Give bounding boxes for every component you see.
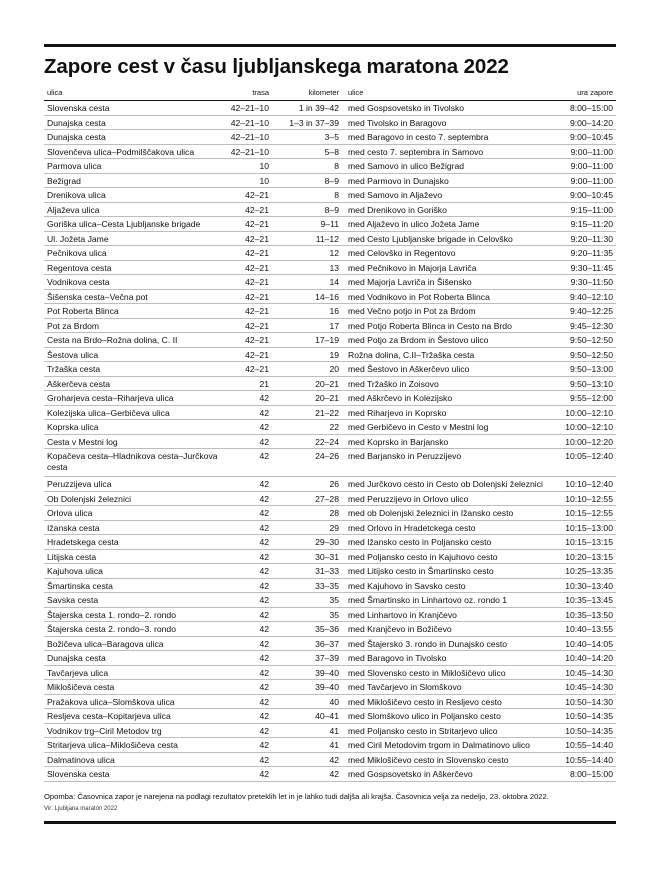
- cell-time: 10:35–13:45: [552, 593, 616, 608]
- cell-route: 42: [222, 607, 272, 622]
- cell-street: Aljaževa ulica: [44, 202, 222, 217]
- cell-route: 42: [222, 752, 272, 767]
- cell-time: 10:40–14:20: [552, 651, 616, 666]
- table-row: [44, 405, 616, 420]
- cell-route: 42–21: [222, 304, 272, 319]
- cell-km: 33–35: [272, 578, 342, 593]
- cell-street: Ul. Jožeta Jame: [44, 231, 222, 246]
- cell-streets: med Jurčkovo cesto in Cesto ob Dolenjski železnici: [342, 477, 552, 492]
- cell-km: 8: [272, 159, 342, 174]
- cell-time: 10:50–14:35: [552, 709, 616, 724]
- cell-time: 10:40–13:55: [552, 622, 616, 637]
- cell-street: Ižanska cesta: [44, 520, 222, 535]
- cell-streets: med ob Dolenjski železnici in Ižansko cesto: [342, 506, 552, 521]
- cell-time: 8:00–15:00: [552, 767, 616, 782]
- cell-km: 12: [272, 246, 342, 261]
- cell-route: 42–21: [222, 188, 272, 203]
- table-row: [44, 115, 616, 130]
- cell-streets: med Cesto Ljubljanske brigade in Celovško: [342, 231, 552, 246]
- cell-route: 42: [222, 449, 272, 477]
- cell-street: Regentova cesta: [44, 260, 222, 275]
- cell-km: 42: [272, 767, 342, 782]
- cell-route: 42: [222, 391, 272, 406]
- cell-route: 42: [222, 477, 272, 492]
- cell-km: 3–5: [272, 130, 342, 145]
- table-row: [44, 549, 616, 564]
- table-row: [44, 709, 616, 724]
- table-row: [44, 564, 616, 579]
- cell-time: 9:50–13:10: [552, 376, 616, 391]
- table-row: [44, 723, 616, 738]
- table-row: [44, 477, 616, 492]
- table-row: [44, 318, 616, 333]
- cell-route: 42–21–10: [222, 144, 272, 159]
- cell-streets: med Štajersko 3. rondo in Dunajsko cesto: [342, 636, 552, 651]
- cell-street: Hradetskega cesta: [44, 535, 222, 550]
- table-row: [44, 188, 616, 203]
- table-row: [44, 260, 616, 275]
- cell-streets: med Vodnikovo in Pot Roberta Blinca: [342, 289, 552, 304]
- cell-street: Dunajska cesta: [44, 130, 222, 145]
- table-row: [44, 578, 616, 593]
- cell-time: 10:15–13:15: [552, 535, 616, 550]
- cell-km: 22: [272, 420, 342, 435]
- cell-route: 42: [222, 651, 272, 666]
- cell-street: Šišenska cesta–Večna pot: [44, 289, 222, 304]
- cell-km: 37–39: [272, 651, 342, 666]
- cell-km: 31–33: [272, 564, 342, 579]
- table-row: [44, 491, 616, 506]
- table-row: [44, 159, 616, 174]
- cell-street: Ob Dolenjski železnici: [44, 491, 222, 506]
- cell-time: 10:00–12:10: [552, 405, 616, 420]
- cell-km: 21–22: [272, 405, 342, 420]
- cell-time: 9:40–12:10: [552, 289, 616, 304]
- cell-street: Peruzzijeva ulica: [44, 477, 222, 492]
- cell-streets: Rožna dolina, C.II–Tržaška cesta: [342, 347, 552, 362]
- cell-route: 42–21: [222, 289, 272, 304]
- cell-route: 42–21: [222, 231, 272, 246]
- cell-time: 10:55–14:40: [552, 738, 616, 753]
- cell-streets: med Drenikovo in Goriško: [342, 202, 552, 217]
- cell-time: 10:25–13:35: [552, 564, 616, 579]
- table-row: [44, 738, 616, 753]
- cell-time: 9:00–10:45: [552, 130, 616, 145]
- cell-street: Kopačeva cesta–Hladnikova cesta–Jurčkova cesta: [44, 449, 222, 477]
- table-row: [44, 535, 616, 550]
- cell-street: Bežigrad: [44, 173, 222, 188]
- cell-km: 8–9: [272, 173, 342, 188]
- cell-streets: med Majorja Lavriča in Šišensko: [342, 275, 552, 290]
- cell-time: 9:15–11:20: [552, 217, 616, 232]
- cell-time: 10:50–14:30: [552, 694, 616, 709]
- cell-streets: med Potjo za Brdom in Šestovo ulico: [342, 333, 552, 348]
- table-row: [44, 752, 616, 767]
- cell-streets: med Orlovo in Hradetckega cesto: [342, 520, 552, 535]
- table-row: [44, 275, 616, 290]
- cell-time: 9:20–11:35: [552, 246, 616, 261]
- cell-streets: med Večno potjo in Pot za Brdom: [342, 304, 552, 319]
- cell-streets: med Kajuhovo in Savsko cesto: [342, 578, 552, 593]
- cell-street: Aškerčeva cesta: [44, 376, 222, 391]
- cell-km: 30–31: [272, 549, 342, 564]
- cell-route: 42: [222, 506, 272, 521]
- cell-km: 39–40: [272, 680, 342, 695]
- cell-km: 17: [272, 318, 342, 333]
- cell-km: 29: [272, 520, 342, 535]
- cell-street: Slovenčeva ulica–Podmilščakova ulica: [44, 144, 222, 159]
- cell-time: 9:00–11:00: [552, 173, 616, 188]
- cell-km: 28: [272, 506, 342, 521]
- table-row: [44, 202, 616, 217]
- cell-street: Cesta na Brdo–Rožna dolina, C. II: [44, 333, 222, 348]
- cell-time: 9:00–14:20: [552, 115, 616, 130]
- cell-streets: med Barjansko in Peruzzijevo: [342, 449, 552, 477]
- cell-route: 42: [222, 636, 272, 651]
- cell-streets: med Šmartinsko in Linhartovo oz. rondo 1: [342, 593, 552, 608]
- cell-streets: med Baragovo in cesto 7. septembra: [342, 130, 552, 145]
- cell-streets: med Poljansko cesto in Stritarjevo ulico: [342, 723, 552, 738]
- cell-street: Koprska ulica: [44, 420, 222, 435]
- cell-time: 10:15–12:55: [552, 506, 616, 521]
- closures-table: [44, 86, 616, 782]
- cell-time: 9:00–10:45: [552, 188, 616, 203]
- table-row: [44, 665, 616, 680]
- cell-route: 42: [222, 723, 272, 738]
- table-row: [44, 593, 616, 608]
- cell-time: 9:55–12:00: [552, 391, 616, 406]
- table-row: [44, 304, 616, 319]
- table-row: [44, 246, 616, 261]
- cell-time: 10:45–14:30: [552, 680, 616, 695]
- table-row: [44, 333, 616, 348]
- cell-streets: med Potjo Roberta Blinca in Cesto na Brdo: [342, 318, 552, 333]
- cell-route: 42: [222, 491, 272, 506]
- cell-time: 10:00–12:20: [552, 434, 616, 449]
- cell-streets: med Šestovo in Aškerčevo ulico: [342, 362, 552, 377]
- cell-km: 8: [272, 188, 342, 203]
- cell-street: Dunajska cesta: [44, 115, 222, 130]
- cell-street: Dunajska cesta: [44, 651, 222, 666]
- table-row: [44, 636, 616, 651]
- cell-route: 42: [222, 520, 272, 535]
- cell-street: Štajerska cesta 1. rondo–2. rondo: [44, 607, 222, 622]
- cell-streets: med Tavčarjevo in Slomškovo: [342, 680, 552, 695]
- table-row: [44, 651, 616, 666]
- cell-time: 10:55–14:40: [552, 752, 616, 767]
- cell-street: Pražakova ulica–Slomškova ulica: [44, 694, 222, 709]
- top-rule: [44, 44, 616, 47]
- cell-km: 9–11: [272, 217, 342, 232]
- table-header: [44, 86, 616, 101]
- cell-time: 9:15–11:00: [552, 202, 616, 217]
- cell-km: 16: [272, 304, 342, 319]
- cell-street: Tavčarjeva ulica: [44, 665, 222, 680]
- cell-streets: med Ižansko cesto in Poljansko cesto: [342, 535, 552, 550]
- cell-time: 9:45–12:30: [552, 318, 616, 333]
- cell-street: Pot za Brdom: [44, 318, 222, 333]
- cell-street: Kajuhova ulica: [44, 564, 222, 579]
- cell-route: 42–21: [222, 202, 272, 217]
- cell-km: 41: [272, 738, 342, 753]
- cell-km: 22–24: [272, 434, 342, 449]
- bottom-rule: [44, 821, 616, 824]
- cell-km: 35–36: [272, 622, 342, 637]
- cell-route: 42–21: [222, 217, 272, 232]
- cell-route: 42–21–10: [222, 101, 272, 116]
- cell-route: 42: [222, 680, 272, 695]
- cell-km: 40–41: [272, 709, 342, 724]
- footnote: Opomba: Časovnica zapor je narejena na podlagi rezultatov preteklih let in je lahko tudi daljša ali krajša. Časovnica velja za nedeljo, 23. oktobra 2022.: [44, 792, 549, 801]
- table-row: [44, 101, 616, 116]
- cell-route: 42–21: [222, 246, 272, 261]
- cell-streets: med Litijsko cesto in Šmartinsko cesto: [342, 564, 552, 579]
- cell-time: 10:50–14:35: [552, 723, 616, 738]
- cell-time: 10:10–12:40: [552, 477, 616, 492]
- cell-km: 11–12: [272, 231, 342, 246]
- table-row: [44, 347, 616, 362]
- cell-km: 35: [272, 607, 342, 622]
- table-row: [44, 362, 616, 377]
- cell-km: 14–16: [272, 289, 342, 304]
- cell-km: 1–3 in 37–39: [272, 115, 342, 130]
- cell-streets: med Koprsko in Barjansko: [342, 434, 552, 449]
- cell-streets: med Parmovo in Dunajsko: [342, 173, 552, 188]
- cell-time: 9:50–12:50: [552, 347, 616, 362]
- table-row: [44, 607, 616, 622]
- cell-km: 19: [272, 347, 342, 362]
- cell-route: 42: [222, 535, 272, 550]
- cell-streets: med cesto 7. septembra in Samovo: [342, 144, 552, 159]
- cell-street: Dalmatinova ulica: [44, 752, 222, 767]
- cell-street: Slovenska cesta: [44, 767, 222, 782]
- table-row: [44, 376, 616, 391]
- cell-km: 35: [272, 593, 342, 608]
- cell-route: 42: [222, 738, 272, 753]
- cell-route: 42: [222, 694, 272, 709]
- cell-km: 24–26: [272, 449, 342, 477]
- col-header-street: ulica: [44, 86, 222, 101]
- cell-time: 10:10–12:55: [552, 491, 616, 506]
- cell-route: 42: [222, 420, 272, 435]
- cell-route: 42–21–10: [222, 115, 272, 130]
- cell-route: 42–21: [222, 275, 272, 290]
- cell-km: 29–30: [272, 535, 342, 550]
- table-row: [44, 680, 616, 695]
- cell-street: Miklošičeva cesta: [44, 680, 222, 695]
- cell-route: 42: [222, 665, 272, 680]
- cell-streets: med Tržaško in Zoisovo: [342, 376, 552, 391]
- table-row: [44, 173, 616, 188]
- cell-time: 10:40–14:05: [552, 636, 616, 651]
- cell-time: 10:00–12:10: [552, 420, 616, 435]
- cell-street: Resljeva cesta–Kopitarjeva ulica: [44, 709, 222, 724]
- cell-street: Stritarjeva ulica–Miklošičeva cesta: [44, 738, 222, 753]
- cell-km: 40: [272, 694, 342, 709]
- col-header-streets: ulice: [342, 86, 552, 101]
- table-row: [44, 449, 616, 477]
- cell-route: 42: [222, 405, 272, 420]
- cell-streets: med Riharjevo in Koprsko: [342, 405, 552, 420]
- cell-street: Tržaška cesta: [44, 362, 222, 377]
- cell-street: Slovenska cesta: [44, 101, 222, 116]
- cell-route: 42–21: [222, 362, 272, 377]
- cell-km: 20–21: [272, 376, 342, 391]
- cell-street: Kolezijska ulica–Gerbičeva ulica: [44, 405, 222, 420]
- cell-time: 10:30–13:40: [552, 578, 616, 593]
- table-row: [44, 767, 616, 782]
- cell-time: 9:00–11:00: [552, 144, 616, 159]
- cell-route: 42: [222, 622, 272, 637]
- cell-streets: med Tivolsko in Baragovo: [342, 115, 552, 130]
- cell-time: 10:35–13:50: [552, 607, 616, 622]
- cell-km: 8–9: [272, 202, 342, 217]
- cell-route: 42: [222, 578, 272, 593]
- cell-km: 36–37: [272, 636, 342, 651]
- cell-km: 13: [272, 260, 342, 275]
- cell-street: Pot Roberta Blinca: [44, 304, 222, 319]
- cell-street: Vodnikova cesta: [44, 275, 222, 290]
- cell-streets: med Kranjčevo in Božičevo: [342, 622, 552, 637]
- cell-route: 42: [222, 564, 272, 579]
- cell-street: Cesta v Mestni log: [44, 434, 222, 449]
- cell-streets: med Celovško in Regentovo: [342, 246, 552, 261]
- cell-km: 20–21: [272, 391, 342, 406]
- cell-street: Šmartinska cesta: [44, 578, 222, 593]
- table-row: [44, 144, 616, 159]
- cell-time: 9:50–13:00: [552, 362, 616, 377]
- cell-route: 42–21: [222, 260, 272, 275]
- cell-streets: med Linhartovo in Kranjčevo: [342, 607, 552, 622]
- cell-km: 14: [272, 275, 342, 290]
- cell-route: 42–21: [222, 318, 272, 333]
- col-header-route: trasa: [222, 86, 272, 101]
- cell-streets: med Miklošičevo cesto in Resljevo cesto: [342, 694, 552, 709]
- cell-streets: med Aškrčevo in Kolezijsko: [342, 391, 552, 406]
- cell-streets: med Gospsovetsko in Tivolsko: [342, 101, 552, 116]
- cell-streets: med Ciril Metodovim trgom in Dalmatinovo ulico: [342, 738, 552, 753]
- cell-route: 42–21–10: [222, 130, 272, 145]
- cell-streets: med Samovo in Aljaževo: [342, 188, 552, 203]
- cell-street: Božičeva ulica–Baragova ulica: [44, 636, 222, 651]
- cell-streets: med Poljansko cesto in Kajuhovo cesto: [342, 549, 552, 564]
- col-header-time: ura zapore: [552, 86, 616, 101]
- table-row: [44, 289, 616, 304]
- cell-street: Groharjeva cesta–Riharjeva ulica: [44, 391, 222, 406]
- cell-streets: med Slomškovo ulico in Poljansko cesto: [342, 709, 552, 724]
- cell-street: Litijska cesta: [44, 549, 222, 564]
- table-row: [44, 231, 616, 246]
- cell-street: Štajerska cesta 2. rondo–3. rondo: [44, 622, 222, 637]
- cell-street: Parmova ulica: [44, 159, 222, 174]
- cell-km: 17–19: [272, 333, 342, 348]
- cell-time: 10:20–13:15: [552, 549, 616, 564]
- table-row: [44, 506, 616, 521]
- cell-route: 42: [222, 434, 272, 449]
- cell-streets: med Pečnikovo in Majorja Lavriča: [342, 260, 552, 275]
- cell-streets: med Samovo in ulico Bežigrad: [342, 159, 552, 174]
- cell-streets: med Gospsovetsko in Aškerčevo: [342, 767, 552, 782]
- cell-km: 42: [272, 752, 342, 767]
- table-row: [44, 217, 616, 232]
- cell-time: 10:45–14:30: [552, 665, 616, 680]
- cell-km: 27–28: [272, 491, 342, 506]
- cell-street: Savska cesta: [44, 593, 222, 608]
- cell-km: 20: [272, 362, 342, 377]
- table-row: [44, 391, 616, 406]
- cell-route: 21: [222, 376, 272, 391]
- table-row: [44, 420, 616, 435]
- table-row: [44, 130, 616, 145]
- cell-km: 5–8: [272, 144, 342, 159]
- table-row: [44, 694, 616, 709]
- cell-time: 9:30–11:45: [552, 260, 616, 275]
- cell-km: 1 in 39–42: [272, 101, 342, 116]
- cell-route: 42–21: [222, 347, 272, 362]
- table-row: [44, 622, 616, 637]
- cell-route: 42: [222, 767, 272, 782]
- cell-route: 42–21: [222, 333, 272, 348]
- cell-time: 9:00–11:00: [552, 159, 616, 174]
- cell-street: Šestova ulica: [44, 347, 222, 362]
- cell-route: 42: [222, 549, 272, 564]
- cell-km: 41: [272, 723, 342, 738]
- cell-time: 10:05–12:40: [552, 449, 616, 477]
- cell-time: 9:50–12:50: [552, 333, 616, 348]
- cell-time: 8:00–15:00: [552, 101, 616, 116]
- cell-street: Vodnikov trg–Ciril Metodov trg: [44, 723, 222, 738]
- cell-street: Drenikova ulica: [44, 188, 222, 203]
- cell-streets: med Miklošičevo cesto in Slovensko cesto: [342, 752, 552, 767]
- cell-street: Goriška ulica–Cesta Ljubljanske brigade: [44, 217, 222, 232]
- col-header-km: kilometer: [272, 86, 342, 101]
- cell-streets: med Slovensko cesto in Miklošičevo ulico: [342, 665, 552, 680]
- cell-route: 42: [222, 709, 272, 724]
- page-title: Zapore cest v času ljubljanskega maratona 2022: [44, 55, 509, 78]
- cell-streets: med Gerbičevo in Cesto v Mestni log: [342, 420, 552, 435]
- cell-streets: med Peruzzijevo in Orlovo ulico: [342, 491, 552, 506]
- cell-streets: med Aljaževo in ulico Jožeta Jame: [342, 217, 552, 232]
- cell-route: 10: [222, 173, 272, 188]
- cell-street: Orlova ulica: [44, 506, 222, 521]
- table-row: [44, 520, 616, 535]
- cell-km: 39–40: [272, 665, 342, 680]
- cell-street: Pečnikova ulica: [44, 246, 222, 261]
- cell-time: 10:15–13:00: [552, 520, 616, 535]
- cell-time: 9:30–11:50: [552, 275, 616, 290]
- table-row: [44, 434, 616, 449]
- cell-route: 42: [222, 593, 272, 608]
- cell-streets: med Baragovo in Tivolsko: [342, 651, 552, 666]
- table-body: [44, 101, 616, 782]
- cell-route: 10: [222, 159, 272, 174]
- cell-km: 26: [272, 477, 342, 492]
- cell-time: 9:40–12:25: [552, 304, 616, 319]
- source-line: Vir: Ljubljana maraton 2022: [44, 806, 118, 812]
- cell-time: 9:20–11:30: [552, 231, 616, 246]
